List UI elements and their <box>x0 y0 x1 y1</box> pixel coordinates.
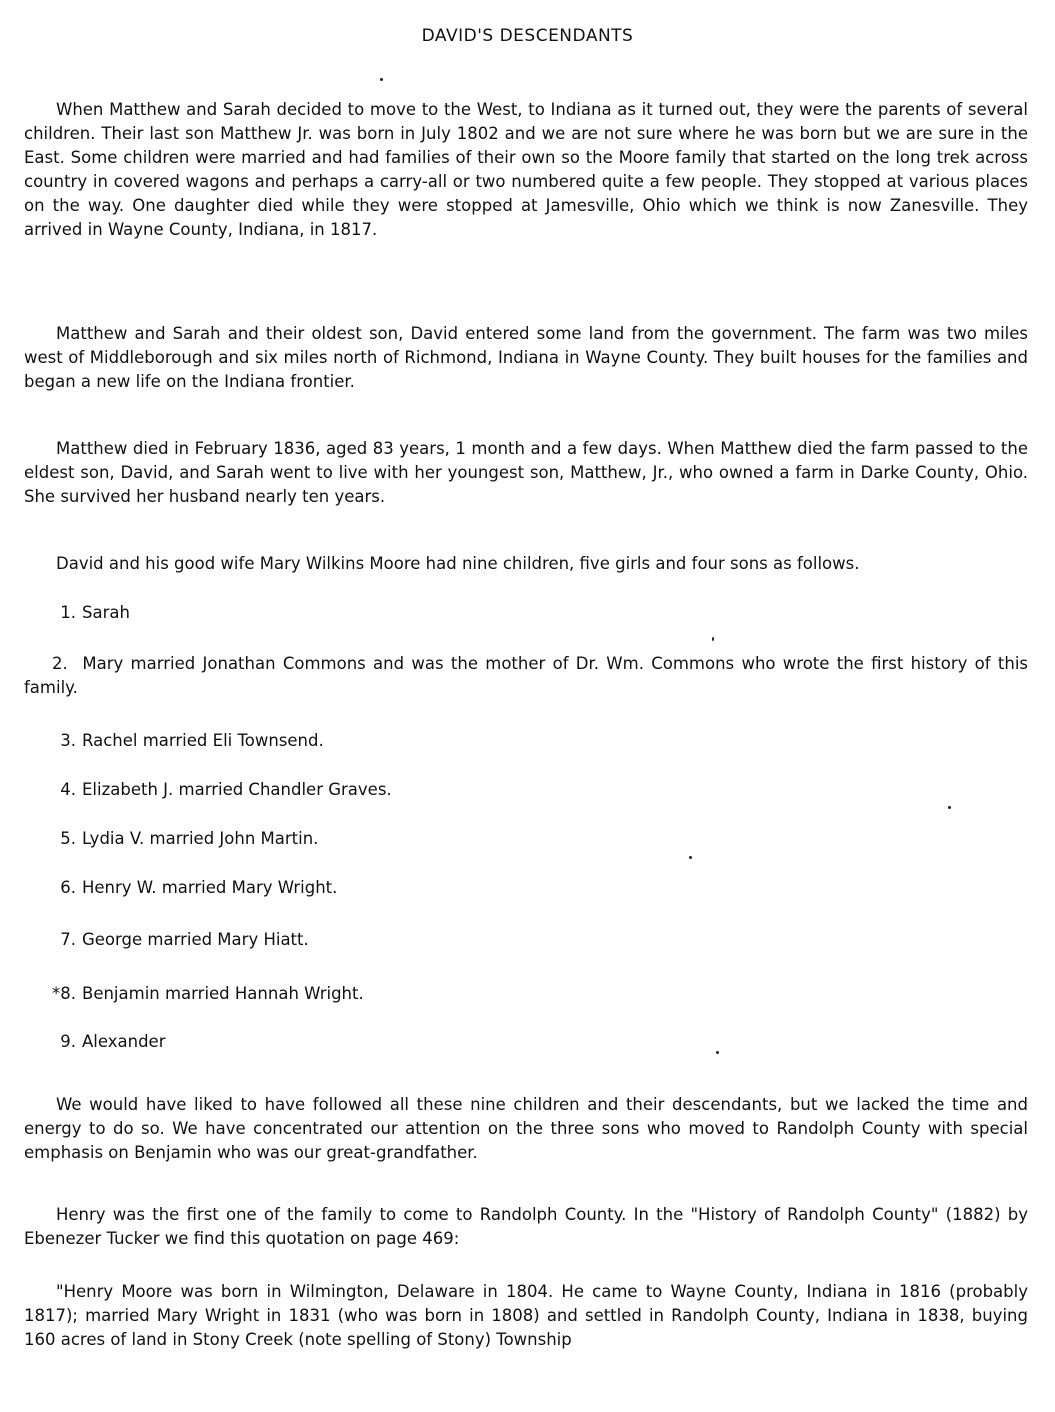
list-item <box>24 1030 1028 1054</box>
list-item-number: 7. <box>60 930 76 949</box>
list-item <box>24 982 1028 1006</box>
list-item-text: Sarah <box>82 603 130 622</box>
list-item-number: 2. <box>52 654 68 673</box>
list-item <box>24 652 1028 700</box>
list-item <box>24 778 1028 802</box>
list-item-number: 1. <box>60 603 76 622</box>
scan-speck <box>380 78 383 81</box>
list-item-number: 3. <box>60 731 76 750</box>
scan-speck <box>948 806 951 809</box>
paragraph-followed-children: We would have liked to have followed all these nine children and their descendants, but we lacked the time and energy to do so. We have concentrated our attention on the three sons who moved to Randolph County with special emphasis on Benjamin who was our great-grandfather. <box>24 1095 1028 1162</box>
list-item <box>24 827 1028 851</box>
list-item-number: 5. <box>60 829 76 848</box>
list-item-text: Henry W. married Mary Wright. <box>82 878 338 897</box>
list-item-text: Alexander <box>82 1032 166 1051</box>
paragraph-henry-quotation: "Henry Moore was born in Wilmington, Delaware in 1804. He came to Wayne County, Indiana in 1816 (probably 1817); married Mary Wright in 1831 (who was born in 1808) and settled in Randolph County, Indiana in 1838, buying 160 acres of land in Stony Creek (note spelling of Stony) Township <box>24 1282 1028 1349</box>
list-item <box>24 876 1028 900</box>
paragraph-move-west: When Matthew and Sarah decided to move to the West, to Indiana as it turned out, they were the parents of several children. Their last son Matthew Jr. was born in July 1802 and we are not sure where he was born but we are sure in the East. Some children were married and had families of their own so the Moore family that started on the long trek across country in covered wagons and perhaps a carry-all or two numbered quite a few people. They stopped at various places on the way. One daughter died while they were stopped at Jamesville, Ohio which we think is now Zanesville. They arrived in Wayne County, Indiana, in 1817. <box>24 100 1028 239</box>
list-item <box>24 928 1028 952</box>
page-title: DAVID'S DESCENDANTS <box>421 26 634 46</box>
list-item-text: Mary married Jonathan Commons and was the mother of Dr. Wm. Commons who wrote the first history of this family. <box>24 654 1028 697</box>
paragraph-nine-children: David and his good wife Mary Wilkins Moore had nine children, five girls and four sons as follows. <box>56 554 860 573</box>
list-item-number: *8. <box>52 984 76 1003</box>
scan-speck <box>712 637 714 641</box>
list-item-number: 6. <box>60 878 76 897</box>
list-item-number: 9. <box>60 1032 76 1051</box>
paragraph-matthew-death: Matthew died in February 1836, aged 83 years, 1 month and a few days. When Matthew died the farm passed to the eldest son, David, and Sarah went to live with her youngest son, Matthew, Jr., who owned a farm in Darke County, Ohio. She survived her husband nearly ten years. <box>24 439 1028 506</box>
scan-speck <box>689 856 692 859</box>
list-item-text: Benjamin married Hannah Wright. <box>82 984 364 1003</box>
list-item-text: George married Mary Hiatt. <box>82 930 309 949</box>
list-item-text: Rachel married Eli Townsend. <box>82 731 324 750</box>
list-item-text: Lydia V. married John Martin. <box>82 829 319 848</box>
list-item-text: Elizabeth J. married Chandler Graves. <box>82 780 392 799</box>
paragraph-land-entry: Matthew and Sarah and their oldest son, David entered some land from the government. The farm was two miles west of Middleborough and six miles north of Richmond, Indiana in Wayne County. They built houses for the families and began a new life on the Indiana frontier. <box>24 324 1028 391</box>
list-item <box>24 729 1028 753</box>
list-item <box>24 601 1028 625</box>
paragraph-henry-randolph: Henry was the first one of the family to come to Randolph County. In the "History of Randolph County" (1882) by Ebenezer Tucker we find this quotation on page 469: <box>24 1205 1028 1248</box>
scan-speck <box>716 1051 719 1054</box>
list-item-number: 4. <box>60 780 76 799</box>
